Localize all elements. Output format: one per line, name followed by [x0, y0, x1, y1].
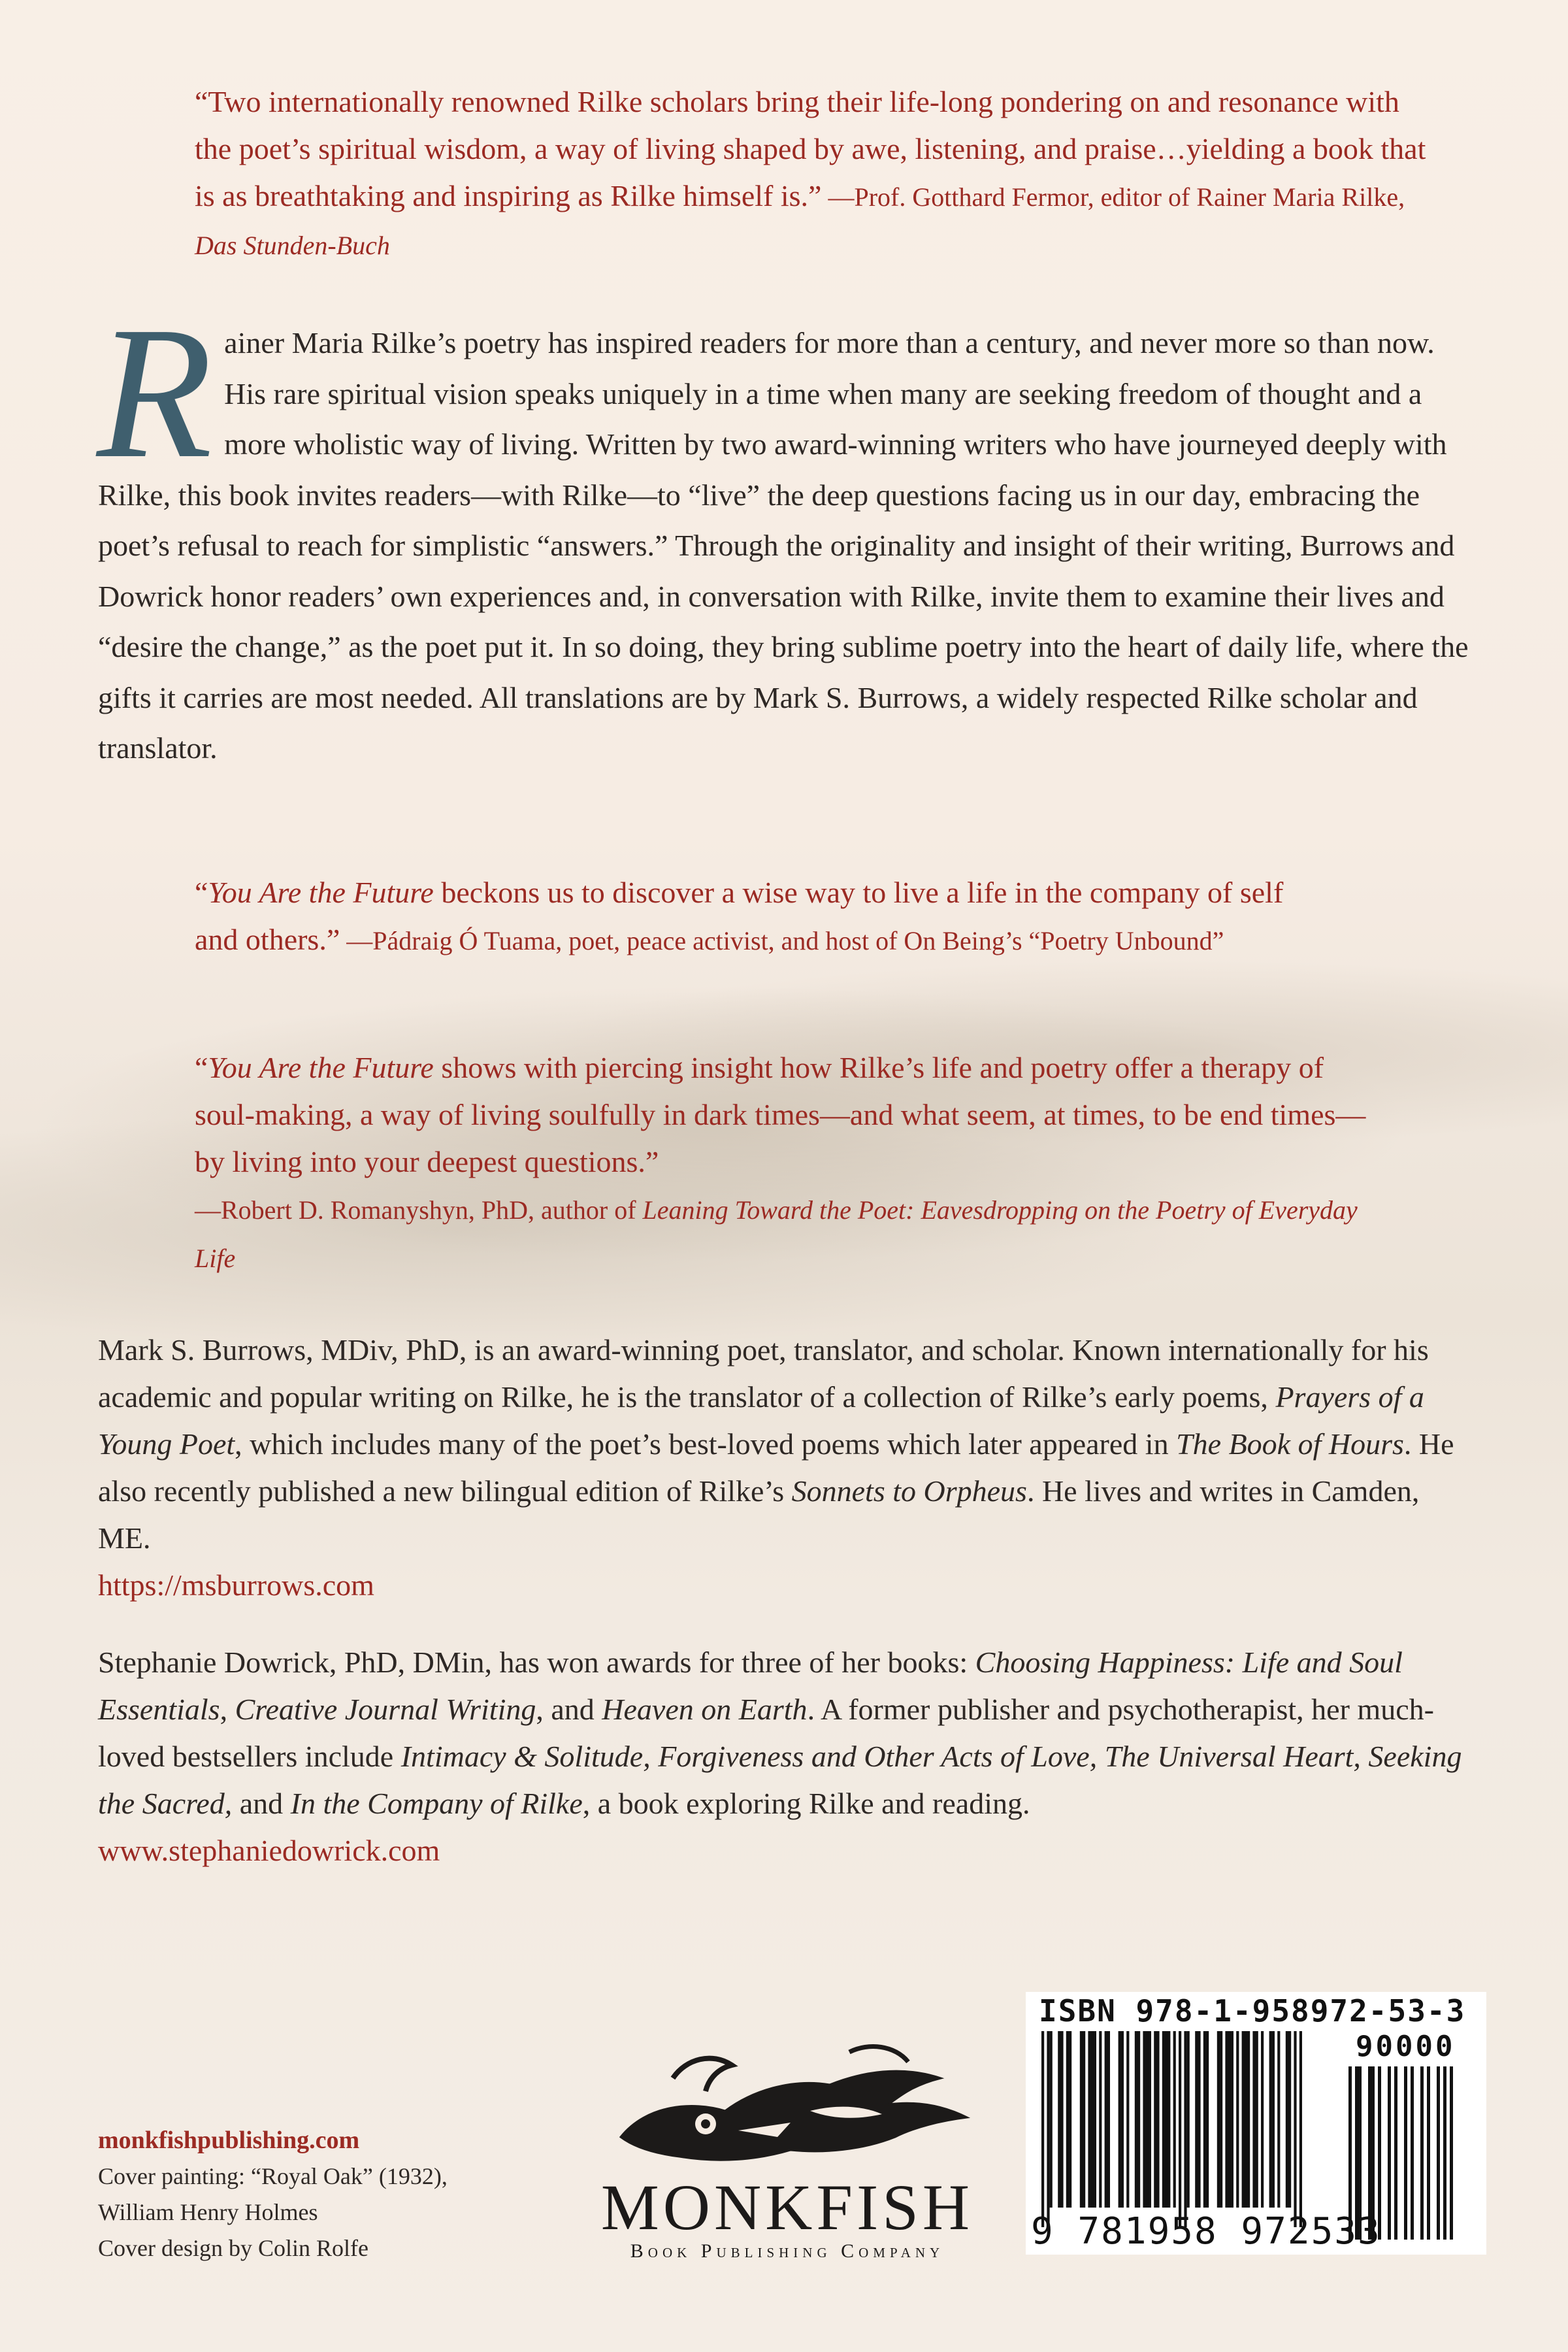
barcode-bar [1394, 2066, 1397, 2240]
barcode-bar [1404, 2066, 1407, 2240]
review-quote-fermor [195, 78, 1436, 269]
ean-barcode [1039, 2031, 1339, 2240]
author-website-link[interactable]: https://msburrows.com [98, 1568, 374, 1602]
author-bio-dowrick [98, 1639, 1477, 1874]
barcode-bar [1154, 2031, 1159, 2208]
bio-text: , [220, 1693, 235, 1726]
quote-attribution: —Prof. Gotthard Fermor, editor of Rainer Maria Rilke, [821, 182, 1405, 212]
barcode-bar [1225, 2031, 1233, 2208]
description-text: ainer Maria Rilke’s poetry has inspired readers for more than a century, and never more so than now. His rare spiritual vision speaks uniquely in a time when many are seeking freedom of thought and a more wholistic way of living. Written by two award-winning writers who have journeyed deeply with Rilke, this book invites readers—with Rilke—to “live” the deep questions facing us in our day, embracing the poet’s refusal to reach for simplistic “answers.” Through the originality and insight of their writing, Burrows and Dowrick honor readers’ own experiences and, in conversation with Rilke, invite them to examine their lives and “desire the change,” as the poet put it. In so doing, they bring sublime poetry into the heart of daily life, where the gifts it carries are most needed. All translations are by Mark S. Burrows, a widely respected Rilke scholar and translator. [98, 326, 1469, 765]
bio-text: . He also recently published a new bilingual edition of Rilke’s [98, 1427, 1454, 1508]
cover-credits [98, 2123, 448, 2266]
publisher-subtitle: Book Publishing Company [630, 2240, 945, 2262]
price-code: 90000 [1356, 2030, 1456, 2063]
barcode-bar [1217, 2031, 1222, 2208]
barcode-bar [1388, 2066, 1391, 2240]
review-quote-romanyshyn [195, 1044, 1377, 1282]
book-title: In the Company of Rilke [290, 1787, 583, 1820]
barcode-bar [1173, 2031, 1176, 2208]
quote-attribution-title: Leaning Toward the Poet: Eavesdropping on the Poetry of Everyday Life [195, 1195, 1358, 1273]
bio-text: , a book exploring Rilke and reading. [582, 1787, 1030, 1820]
barcode-bar [1143, 2031, 1151, 2208]
barcode-bar [1080, 2031, 1085, 2208]
barcode-bar [1286, 2031, 1291, 2208]
barcode-bar [1420, 2066, 1424, 2240]
barcode-bar [1050, 2031, 1053, 2208]
publisher-name: MONKFISH [600, 2171, 974, 2244]
bio-text: . He lives and writes in Camden, ME. [98, 1474, 1420, 1555]
design-credit: Cover design by Colin Rolfe [98, 2235, 368, 2261]
ean-digits: 9 781958 972533 [1031, 2210, 1381, 2253]
barcode-bar [1411, 2066, 1414, 2240]
barcode-bar [1252, 2031, 1258, 2208]
barcode-bar [1195, 2031, 1200, 2208]
barcode-bar [1047, 2031, 1049, 2227]
barcode-bar [1427, 2066, 1430, 2240]
barcode-bar [1088, 2031, 1096, 2208]
book-description [97, 288, 1477, 774]
barcode-bar [1294, 2031, 1296, 2227]
bio-text: Mark S. Burrows, MDiv, PhD, is an award-winning poet, translator, and scholar. Known internationally for his academic and popular writing on Rilke, he is the translator of a collection of Rilke’s early poems, [98, 1333, 1429, 1414]
barcode-bar [1261, 2031, 1264, 2208]
author-website-link[interactable]: www.stephaniedowrick.com [98, 1834, 440, 1867]
barcode-bar [1041, 2031, 1044, 2227]
barcode-bar [1269, 2031, 1275, 2208]
author-bio-burrows [98, 1327, 1477, 1609]
painting-credit: Cover painting: “Royal Oak” (1932), [98, 2163, 448, 2189]
quote-text: beckons us to discover a wise way to live a life in the company of self and others.” [195, 876, 1284, 956]
barcode-bar [1236, 2031, 1239, 2208]
book-title: Creative Journal Writing [235, 1693, 536, 1726]
quote-attribution: —Robert D. Romanyshyn, PhD, author of [195, 1195, 643, 1225]
barcode-bar [1277, 2031, 1280, 2208]
barcode-bar [1299, 2031, 1302, 2227]
barcode-bar [1066, 2031, 1071, 2208]
book-title: You Are the Future [208, 876, 434, 909]
quote-text: shows with piercing insight how Rilke’s life and poetry offer a therapy of soul-making, a way of living soulfully in dark times—and what seem, at times, to be end times—by living into your deepest questions.” [195, 1051, 1366, 1178]
bio-text: , which includes many of the poet’s best-loved poems which later appeared in [235, 1427, 1177, 1461]
barcode-bar [1058, 2031, 1063, 2208]
book-title: The Book of Hours [1176, 1427, 1404, 1461]
bio-text: , and [536, 1693, 602, 1726]
barcode-bar [1099, 2031, 1102, 2208]
quote-attribution: —Pádraig Ó Tuama, poet, peace activist, and host of On Being’s “Poetry Unbound” [340, 926, 1224, 955]
bio-text: and [232, 1787, 291, 1820]
book-title: Heaven on Earth [602, 1693, 808, 1726]
barcode-bar [1105, 2031, 1110, 2208]
barcode-bar [1242, 2031, 1250, 2208]
barcode-bar [1203, 2031, 1209, 2208]
barcode-bar [1162, 2031, 1171, 2208]
barcode-bar [1443, 2066, 1446, 2240]
barcode-bar [1179, 2031, 1181, 2227]
quote-text: “Two internationally renowned Rilke scholars bring their life-long pondering on and resonance with the poet’s spiritual wisdom, a way of living shaped by awe, listening, and praise…yielding a book that is as breathtaking and inspiring as Rilke himself is.” [195, 85, 1426, 212]
book-title: Choosing Happiness: Life and Soul Essentials [98, 1646, 1403, 1726]
painting-artist: William Henry Holmes [98, 2199, 318, 2225]
book-title: You Are the Future [208, 1051, 434, 1084]
bio-text: Stephanie Dowrick, PhD, DMin, has won awards for three of her books: [98, 1646, 975, 1679]
barcode-bar [1450, 2066, 1453, 2240]
open-quote-mark: “ [195, 1051, 208, 1084]
publisher-website-link[interactable]: monkfishpublishing.com [98, 2127, 360, 2154]
barcode-bar [1135, 2031, 1140, 2208]
drop-cap: R [97, 288, 213, 497]
monkfish-fish-icon [575, 2039, 1000, 2176]
barcode-bar [1187, 2031, 1190, 2208]
bio-text: . A former publisher and psychotherapist, her much-loved bestsellers include [98, 1693, 1434, 1773]
book-title: Intimacy & Solitude, Forgiveness and Other Acts of Love, The Universal Heart, Seeking the Sacred, [98, 1740, 1462, 1820]
book-title: Prayers of a Young Poet [98, 1380, 1424, 1461]
isbn-label: ISBN 978-1-958972-53-3 [1039, 1993, 1466, 2029]
review-quote-tuama [195, 869, 1292, 965]
barcode-bar [1184, 2031, 1186, 2227]
quote-attribution-title: Das Stunden-Buch [195, 231, 390, 260]
barcode-bar [1126, 2031, 1129, 2208]
open-quote-mark: “ [195, 876, 208, 909]
book-title: Sonnets to Orpheus [791, 1474, 1027, 1508]
publisher-logo [575, 2039, 1000, 2274]
barcode-bar [1119, 2031, 1124, 2208]
barcode-bar [1437, 2066, 1440, 2240]
